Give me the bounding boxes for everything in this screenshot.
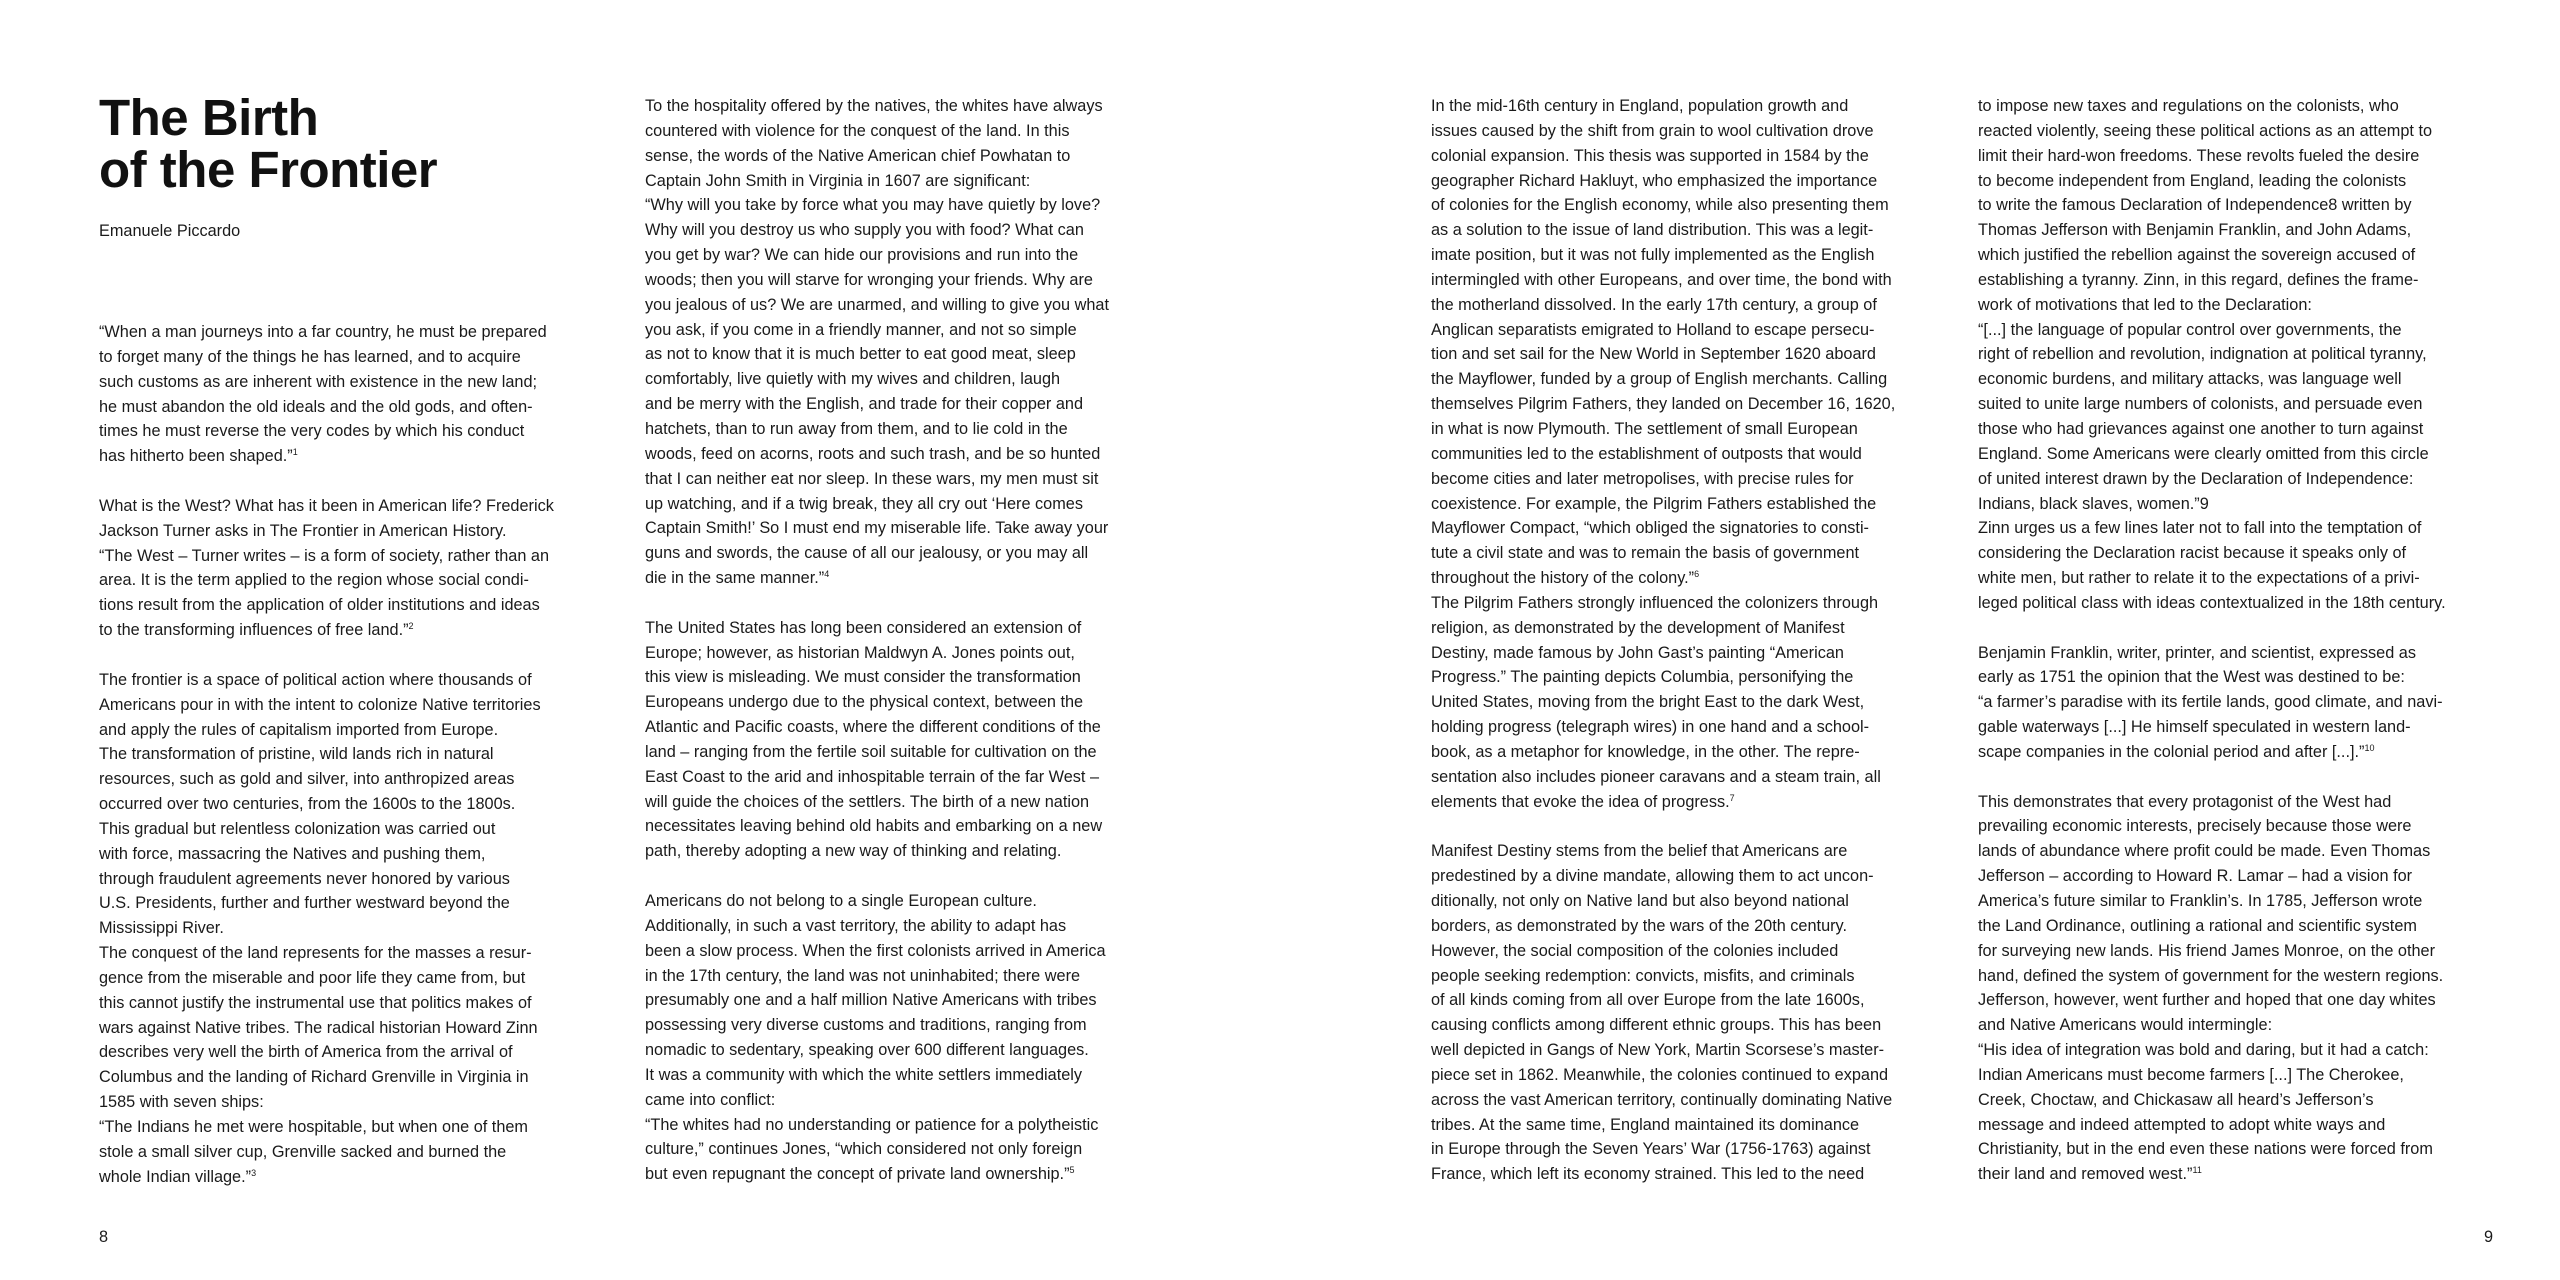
text-line: Americans do not belong to a single European culture.: [645, 892, 1037, 910]
text-line: with force, massacring the Natives and pushing them,: [99, 844, 486, 863]
text-line: “His idea of integration was bold and daring, but it had a catch:: [1978, 1041, 2429, 1060]
footnote-marker: 10: [2364, 742, 2375, 753]
text-line: occurred over two centuries, from the 1600s to the 1800s.: [99, 795, 516, 814]
text-line: East Coast to the arid and inhospitable terrain of the far West –: [645, 767, 1100, 786]
paragraph: [645, 94, 1185, 591]
text-line: sense, the words of the Native American chief Powhatan to: [645, 146, 1071, 165]
text-line: Why will you destroy us who supply you with food? What can: [645, 221, 1084, 240]
text-line: sentation also includes pioneer caravans and a steam train, all: [1431, 767, 1881, 786]
text-line: that I can neither eat nor sleep. In these wars, my men must sit: [645, 469, 1099, 488]
paragraph: [1978, 641, 2518, 765]
text-line: communities led to the establishment of outposts that would: [1431, 444, 1862, 463]
text-line: scape companies in the colonial period and after [...].”$^{10}$: [1978, 742, 2375, 761]
text-line: prevailing economic interests, precisely because those were: [1978, 817, 2412, 836]
text-line: Christianity, but in the end even these nations were forced from: [1978, 1140, 2433, 1159]
text-line: “Why will you take by force what you may have quietly by love?: [645, 196, 1101, 215]
text-line: The Pilgrim Fathers strongly influenced the colonizers through: [1431, 593, 1879, 612]
text-line: reacted violently, seeing these political actions as an attempt to: [1978, 121, 2433, 140]
author-name: Emanuele Piccardo: [99, 222, 241, 240]
text-line: However, the social composition of the colonies included: [1431, 941, 1839, 960]
text-line: tions result from the application of older institutions and ideas: [99, 596, 540, 615]
text-line: those who had grievances against one another to turn against: [1978, 419, 2424, 438]
text-column-3: [1431, 94, 1971, 1212]
text-line: Jefferson – according to Howard R. Lamar – had a vision for: [1978, 867, 2413, 886]
text-line: of united interest drawn by the Declaration of Independence:: [1978, 469, 2414, 488]
text-line: Progress.” The painting depicts Columbia, personifying the: [1431, 668, 1854, 687]
text-line: path, thereby adopting a new way of thinking and relating.: [645, 842, 1062, 861]
text-line: to write the famous Declaration of Independence8 written by: [1978, 196, 2412, 215]
text-line: woods, feed on acorns, roots and such trash, and be so hunted: [645, 444, 1101, 463]
title-line-1: The Birth: [99, 89, 319, 146]
text-line: Atlantic and Pacific coasts, where the different conditions of the: [645, 718, 1101, 737]
text-line: piece set in 1862. Meanwhile, the colonies continued to expand: [1431, 1065, 1889, 1084]
text-line: to the transforming influences of free land.”$^2$: [99, 621, 414, 640]
text-line: America’s future similar to Franklin’s. In 1785, Jefferson wrote: [1978, 892, 2423, 910]
text-line: causing conflicts among different ethnic groups. This has been: [1431, 1016, 1882, 1035]
paragraph: [1978, 94, 2518, 616]
text-line: and Native Americans would intermingle:: [1978, 1016, 2273, 1035]
text-line: Destiny, made famous by John Gast’s painting “American: [1431, 643, 1844, 662]
text-line: gable waterways [...] He himself speculated in western land-: [1978, 718, 2411, 737]
text-line: right of rebellion and revolution, indignation at political tyranny,: [1978, 345, 2427, 364]
text-line: early as 1751 the opinion that the West was destined to be:: [1978, 668, 2405, 687]
text-line: land – ranging from the fertile soil suitable for cultivation on the: [645, 742, 1097, 761]
text-line: work of motivations that led to the Declaration:: [1978, 295, 2312, 314]
text-line: U.S. Presidents, further and further westward beyond the: [99, 894, 510, 913]
text-line: The United States has long been considered an extension of: [645, 618, 1082, 637]
paragraph: [1431, 591, 1971, 815]
text-line: “The whites had no understanding or patience for a polytheistic: [645, 1115, 1099, 1134]
text-line: which justified the rebellion against the sovereign accused of: [1978, 246, 2416, 265]
text-line: possessing very diverse customs and traditions, ranging from: [645, 1016, 1087, 1035]
text-line: resources, such as gold and silver, into anthropized areas: [99, 770, 515, 789]
text-line: times he must reverse the very codes by which his conduct: [99, 422, 525, 441]
text-line: considering the Declaration racist because it speaks only of: [1978, 544, 2407, 563]
text-line: as a solution to the issue of land distribution. This was a legit-: [1431, 221, 1874, 240]
text-line: Europeans undergo due to the physical context, between the: [645, 693, 1084, 712]
text-line: “The West – Turner writes – is a form of society, rather than an: [99, 546, 550, 565]
page-number-right: 9: [2484, 1228, 2494, 1246]
text-line: Mayflower Compact, “which obliged the signatories to consti-: [1431, 519, 1869, 538]
text-line: nomadic to sedentary, speaking over 600 different languages.: [645, 1041, 1089, 1060]
paragraph: [99, 494, 639, 643]
paragraph: [1978, 790, 2518, 1188]
text-line: The transformation of pristine, wild lands rich in natural: [99, 745, 494, 764]
text-line: as not to know that it is much better to eat good meat, sleep: [645, 345, 1076, 364]
text-line: across the vast American territory, continually dominating Native: [1431, 1090, 1893, 1109]
text-line: “The Indians he met were hospitable, but when one of them: [99, 1118, 528, 1136]
paragraph: [645, 616, 1185, 864]
text-line: limit their hard-won freedoms. These revolts fueled the desire: [1978, 146, 2420, 165]
text-line: he must abandon the old ideals and the old gods, and often-: [99, 397, 533, 416]
text-line: What is the West? What has it been in American life? Frederick: [99, 496, 554, 515]
text-line: become cities and later metropolises, with precise rules for: [1431, 469, 1854, 488]
text-line: This demonstrates that every protagonist of the West had: [1978, 792, 2392, 811]
text-line: in Europe through the Seven Years’ War (1756-1763) against: [1431, 1140, 1871, 1159]
text-line: came into conflict:: [645, 1090, 776, 1109]
text-line: issues caused by the shift from grain to wool cultivation drove: [1431, 121, 1874, 140]
paragraph: [99, 668, 639, 1190]
title-line-2: of the Frontier: [99, 141, 438, 198]
text-line: for surveying new lands. His friend James Monroe, on the other: [1978, 941, 2436, 960]
footnote-marker: 5: [1069, 1165, 1075, 1176]
text-line: Zinn urges us a few lines later not to fall into the temptation of: [1978, 519, 2422, 538]
text-line: The frontier is a space of political action where thousands of: [99, 670, 532, 689]
text-line: to become independent from England, leading the colonists: [1978, 171, 2407, 190]
text-line: but even repugnant the concept of private land ownership.”$^5$: [645, 1165, 1075, 1184]
text-line: and apply the rules of capitalism imported from Europe.: [99, 720, 499, 739]
text-line: Indian Americans must become farmers [...] The Cherokee,: [1978, 1065, 2404, 1084]
text-line: In the mid-16th century in England, population growth and: [1431, 97, 1849, 115]
footnote-marker: 7: [1729, 792, 1735, 803]
text-line: to impose new taxes and regulations on the colonists, who: [1978, 97, 2399, 115]
text-line: Captain Smith!’ So I must end my miserable life. Take away your: [645, 519, 1109, 538]
text-line: gence from the miserable and poor life they came from, but: [99, 968, 526, 987]
page-number-left: 8: [99, 1228, 109, 1246]
text-line: hand, defined the system of government for the western regions.: [1978, 966, 2444, 985]
text-line: ditionally, not only on Native land but also beyond national: [1431, 892, 1849, 910]
text-line: of colonies for the English economy, while also presenting them: [1431, 196, 1889, 215]
text-column-2: [645, 94, 1185, 1212]
text-line: in the 17th century, the land was not uninhabited; there were: [645, 966, 1081, 985]
text-line: you ask, if you come in a friendly manner, and not so simple: [645, 320, 1077, 339]
text-line: woods; then you will starve for wronging your friends. Why are: [645, 270, 1093, 289]
text-line: England. Some Americans were clearly omitted from this circle: [1978, 444, 2429, 463]
text-line: Mississippi River.: [99, 919, 224, 938]
text-line: Creek, Choctaw, and Chickasaw all heard’s Jefferson’s: [1978, 1090, 2374, 1109]
text-line: intermingled with other Europeans, and over time, the bond with: [1431, 270, 1892, 289]
text-line: Columbus and the landing of Richard Grenville in Virginia in: [99, 1068, 529, 1087]
footnote-marker: 4: [824, 569, 830, 580]
text-line: To the hospitality offered by the natives, the whites have always: [645, 97, 1103, 115]
text-line: “When a man journeys into a far country, he must be prepared: [99, 323, 547, 341]
text-line: holding progress (telegraph wires) in one hand and a school-: [1431, 718, 1870, 737]
paragraph: [645, 889, 1185, 1187]
text-line: you get by war? We can hide our provisions and run into the: [645, 246, 1079, 265]
text-line: in what is now Plymouth. The settlement of small European: [1431, 419, 1858, 438]
text-line: imate position, but it was not fully implemented as the English: [1431, 246, 1875, 265]
text-line: to forget many of the things he has learned, and to acquire: [99, 347, 521, 366]
text-line: coexistence. For example, the Pilgrim Fathers established the: [1431, 494, 1877, 513]
text-line: stole a small silver cup, Grenville sacked and burned the: [99, 1142, 507, 1161]
text-line: throughout the history of the colony.”$^6$: [1431, 569, 1700, 588]
text-line: area. It is the term applied to the region whose social condi-: [99, 571, 529, 590]
text-line: whole Indian village.”$^3$: [99, 1167, 257, 1186]
text-line: Benjamin Franklin, writer, printer, and scientist, expressed as: [1978, 643, 2416, 662]
text-line: It was a community with which the white settlers immediately: [645, 1065, 1083, 1084]
article-title: [99, 89, 438, 198]
text-line: culture,” continues Jones, “which considered not only foreign: [645, 1140, 1083, 1159]
text-line: well depicted in Gangs of New York, Martin Scorsese’s master-: [1431, 1041, 1885, 1060]
text-line: Thomas Jefferson with Benjamin Franklin, and John Adams,: [1978, 221, 2412, 240]
text-line: elements that evoke the idea of progress.$^7$: [1431, 792, 1735, 811]
text-line: religion, as demonstrated by the development of Manifest: [1431, 618, 1845, 637]
text-line: book, as a metaphor for knowledge, in the other. The repre-: [1431, 742, 1860, 761]
text-line: countered with violence for the conquest of the land. In this: [645, 121, 1070, 140]
text-line: Anglican separatists emigrated to Holland to escape persecu-: [1431, 320, 1875, 339]
text-line: borders, as demonstrated by the wars of the 20th century.: [1431, 916, 1847, 935]
text-line: tribes. At the same time, England maintained its dominance: [1431, 1115, 1860, 1134]
text-line: suited to unite large numbers of colonists, and persuade even: [1978, 395, 2423, 414]
text-line: Europe; however, as historian Maldwyn A. Jones points out,: [645, 643, 1075, 662]
text-line: Indians, black slaves, women.”9: [1978, 494, 2209, 513]
text-line: has hitherto been shaped.”$^1$: [99, 447, 298, 466]
text-line: will guide the choices of the settlers. The birth of a new nation: [645, 792, 1090, 811]
text-line: Americans pour in with the intent to colonize Native territories: [99, 695, 541, 714]
paragraph: [1431, 94, 1971, 591]
text-column-4: [1978, 94, 2518, 1212]
text-line: of all kinds coming from all over Europe from the late 1600s,: [1431, 991, 1865, 1010]
text-line: geographer Richard Hakluyt, who emphasized the importance: [1431, 171, 1878, 190]
text-line: describes very well the birth of America from the arrival of: [99, 1043, 513, 1062]
text-line: “[...] the language of popular control over governments, the: [1978, 320, 2402, 339]
text-line: Captain John Smith in Virginia in 1607 are significant:: [645, 171, 1031, 190]
text-line: lands of abundance where profit could be made. Even Thomas: [1978, 842, 2431, 861]
footnote-marker: 3: [251, 1167, 257, 1178]
text-line: white men, but rather to relate it to the expectations of a privi-: [1978, 569, 2420, 588]
text-line: France, which left its economy strained. This led to the need: [1431, 1165, 1865, 1184]
text-line: colonial expansion. This thesis was supported in 1584 by the: [1431, 146, 1869, 165]
text-line: this cannot justify the instrumental use that politics makes of: [99, 993, 532, 1012]
text-line: leged political class with ideas contextualized in the 18th century.: [1978, 593, 2446, 612]
text-line: this view is misleading. We must consider the transformation: [645, 668, 1081, 687]
text-line: themselves Pilgrim Fathers, they landed on December 16, 1620,: [1431, 395, 1896, 414]
text-line: necessitates leaving behind old habits and embarking on a new: [645, 817, 1103, 836]
text-line: Jefferson, however, went further and hoped that one day whites: [1978, 991, 2436, 1010]
text-line: wars against Native tribes. The radical historian Howard Zinn: [99, 1018, 538, 1037]
text-line: guns and swords, the cause of all our jealousy, or you may all: [645, 544, 1089, 563]
text-line: comfortably, live quietly with my wives and children, laugh: [645, 370, 1061, 389]
footnote-marker: 11: [2192, 1165, 2202, 1176]
text-line: the Land Ordinance, outlining a rational and scientific system: [1978, 916, 2417, 935]
text-line: tute a civil state and was to remain the basis of government: [1431, 544, 1860, 563]
text-line: die in the same manner.”$^4$: [645, 569, 830, 588]
text-line: Jackson Turner asks in The Frontier in American History.: [99, 521, 507, 540]
text-line: “a farmer’s paradise with its fertile lands, good climate, and navi-: [1978, 693, 2443, 712]
text-line: message and indeed attempted to adopt white ways and: [1978, 1115, 2386, 1134]
text-line: hatchets, than to run away from them, and to lie cold in the: [645, 419, 1068, 438]
text-line: This gradual but relentless colonization was carried out: [99, 819, 496, 838]
text-line: their land and removed west.”$^{11}$: [1978, 1165, 2202, 1184]
text-line: presumably one and a half million Native Americans with tribes: [645, 991, 1097, 1010]
text-line: you jealous of us? We are unarmed, and willing to give you what: [645, 295, 1109, 314]
text-line: establishing a tyranny. Zinn, in this regard, defines the frame-: [1978, 270, 2419, 289]
text-line: the motherland dissolved. In the early 17th century, a group of: [1431, 295, 1877, 314]
text-line: 1585 with seven ships:: [99, 1093, 264, 1112]
text-line: up watching, and if a twig break, they all cry out ‘Here comes: [645, 494, 1083, 513]
text-line: economic burdens, and military attacks, was language well: [1978, 370, 2402, 389]
text-line: tion and set sail for the New World in September 1620 aboard: [1431, 345, 1876, 364]
text-column-1: [99, 320, 639, 1214]
text-line: such customs as are inherent with existence in the new land;: [99, 372, 538, 391]
paragraph: [99, 320, 639, 469]
text-line: The conquest of the land represents for the masses a resur-: [99, 944, 532, 963]
text-line: Additionally, in such a vast territory, the ability to adapt has: [645, 916, 1067, 935]
text-line: people seeking redemption: convicts, misfits, and criminals: [1431, 966, 1855, 985]
text-line: Manifest Destiny stems from the belief that Americans are: [1431, 842, 1848, 861]
footnote-marker: 2: [408, 621, 414, 632]
paragraph: [1431, 839, 1971, 1187]
text-line: predestined by a divine mandate, allowing them to act uncon-: [1431, 867, 1874, 886]
text-line: through fraudulent agreements never honored by various: [99, 869, 510, 888]
text-line: the Mayflower, funded by a group of English merchants. Calling: [1431, 370, 1888, 389]
footnote-marker: 6: [1694, 569, 1700, 580]
text-line: been a slow process. When the first colonists arrived in America: [645, 941, 1106, 960]
footnote-marker: 1: [292, 447, 298, 458]
text-line: United States, moving from the bright East to the dark West,: [1431, 693, 1865, 712]
text-line: and be merry with the English, and trade for their copper and: [645, 395, 1084, 414]
